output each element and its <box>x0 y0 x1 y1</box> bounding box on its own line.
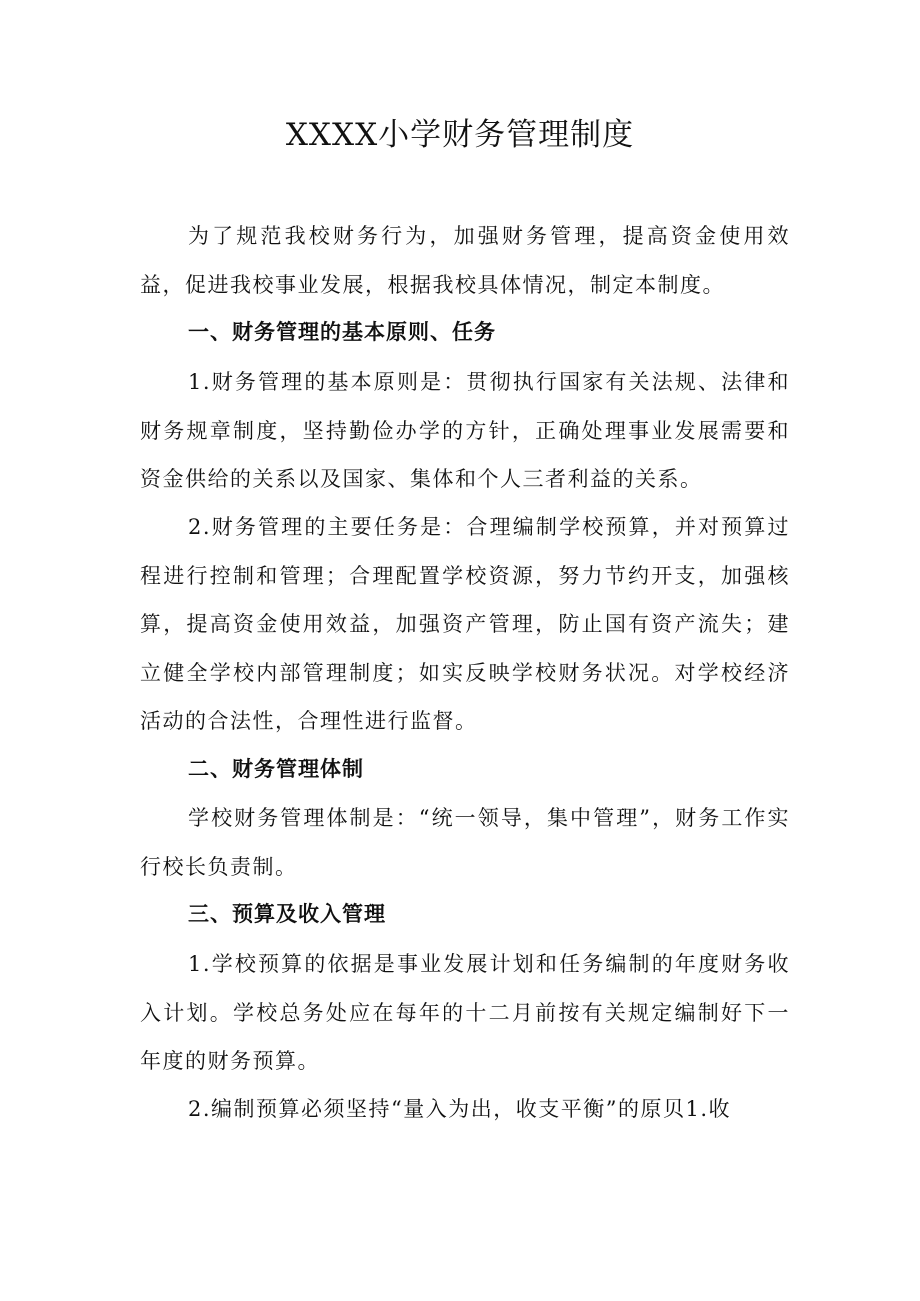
section-3-paragraph-2: 2.编制预算必须坚持“量入为出，收支平衡”的原贝1.收 <box>188 1097 732 1121</box>
document-title: XXXX小学财务管理制度 <box>285 117 635 153</box>
section-3-paragraph-1: 1.学校预算的依据是事业发展计划和任务编制的年度财务收入计划。学校总务处应在每年的十二月前按有关规定编制好下一年度的财务预算。 <box>140 952 790 1073</box>
section-2-paragraph-1: 学校财务管理体制是：“统一领导，集中管理”，财务工作实行校长负责制。 <box>140 806 790 879</box>
section-1-paragraph-2: 2.财务管理的主要任务是：合理编制学校预算，并对预算过程进行控制和管理；合理配置学校资源，努力节约开支，加强核算，提高资金使用效益，加强资产管理，防止国有资产流失；建立健全学校内部管理制度；如实反映学校财务状况。对学校经济活动的合法性，合理性进行监督。 <box>140 515 790 733</box>
section-heading-3: 三、预算及收入管理 <box>188 902 386 926</box>
intro-paragraph: 为了规范我校财务行为，加强财务管理，提高资金使用效益，促进我校事业发展，根据我校具体情况，制定本制度。 <box>140 224 790 297</box>
section-heading-1: 一、财务管理的基本原则、任务 <box>188 320 496 344</box>
section-1-paragraph-1: 1.财务管理的基本原则是：贯彻执行国家有关法规、法律和财务规章制度，坚持勤俭办学的方针，正确处理事业发展需要和资金供给的关系以及国家、集体和个人三者利益的关系。 <box>140 370 790 491</box>
section-heading-2: 二、财务管理体制 <box>188 757 364 781</box>
